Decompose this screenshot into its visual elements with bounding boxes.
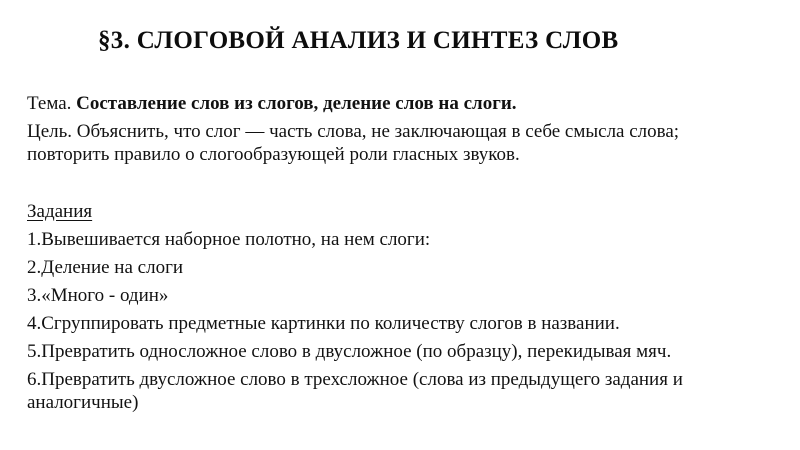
theme-text: Составление слов из слогов, деление слов на слоги. [76,93,517,114]
task-item-3: 3.«Много - один» [27,285,169,306]
task-item-6: 6.Превратить двусложное слово в трехсложное (слова из предыдущего задания и аналогичные) [27,369,683,413]
task-item-5: 5.Превратить односложное слово в двусложное (по образцу), перекидывая мяч. [27,341,672,362]
goal-paragraph: Цель. Объяснить, что слог — часть слова, не заключающая в себе смысла слова; повторить правило о слогообразующей роли гласных звуков. [27,121,680,165]
task-item-1: 1.Вывешивается наборное полотно, на нем слоги: [27,229,431,250]
slide-body [27,92,742,414]
theme-paragraph [27,92,742,115]
task-item-2: 2.Деление на слоги [27,257,184,278]
tasks-heading: Задания [27,201,93,222]
theme-label: Тема. [27,93,77,114]
slide-title: §3. СЛОГОВОЙ АНАЛИЗ И СИНТЕЗ СЛОВ [98,27,619,54]
task-item-4: 4.Сгруппировать предметные картинки по количеству слогов в названии. [27,313,620,334]
